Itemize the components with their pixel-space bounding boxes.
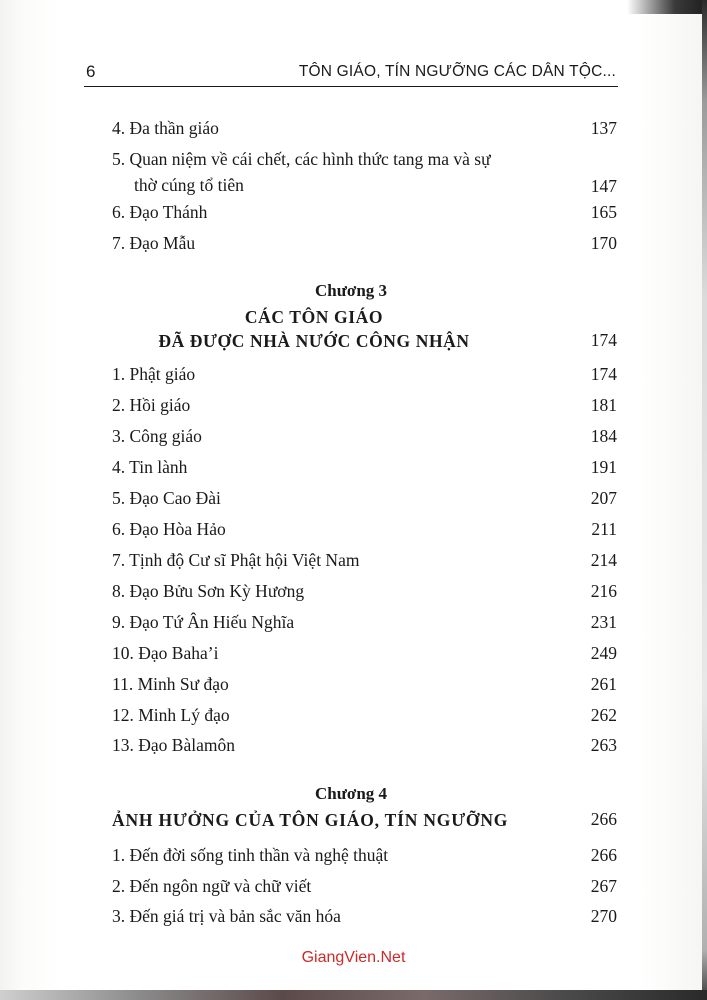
- toc-entry: [112, 610, 617, 634]
- toc-entry-label: 2. Hồi giáo: [112, 395, 191, 415]
- toc-entry: [112, 843, 617, 867]
- toc-entry-page: 174: [590, 364, 617, 384]
- toc-entry-label-line2: thờ cúng tổ tiên: [134, 175, 244, 195]
- toc-entry-page: 165: [590, 202, 617, 222]
- toc-entry: [112, 200, 617, 224]
- toc-entry-page: 191: [590, 457, 617, 477]
- chapter-4-title: ẢNH HƯỞNG CỦA TÔN GIÁO, TÍN NGƯỠNG: [112, 810, 509, 830]
- toc-entry-label: 3. Đến giá trị và bản sắc văn hóa: [112, 906, 341, 926]
- toc-entry-page: 266: [590, 845, 617, 865]
- toc-entry-label: 10. Đạo Baha’i: [112, 643, 219, 663]
- chapter-4-page: 266: [590, 809, 617, 829]
- toc-entry-label: 1. Phật giáo: [112, 364, 196, 384]
- chapter-3-label: Chương 3: [314, 281, 388, 300]
- toc-entry: [112, 486, 617, 510]
- chapter-3-page: 174: [590, 330, 617, 350]
- toc-entry-label: 3. Công giáo: [112, 426, 202, 446]
- toc-entry-label: 1. Đến đời sống tinh thần và nghệ thuật: [112, 845, 389, 865]
- toc-entry-label: 7. Tịnh độ Cư sĩ Phật hội Việt Nam: [112, 550, 360, 570]
- toc-entry-label: 11. Minh Sư đạo: [112, 674, 229, 694]
- toc-entry-page: 216: [590, 581, 617, 601]
- toc-entry: [112, 231, 617, 255]
- toc-entry-label: 12. Minh Lý đạo: [112, 705, 230, 725]
- toc-entry-page: 184: [590, 426, 617, 446]
- toc-entry-page: 270: [590, 906, 617, 926]
- toc-entry-label: 6. Đạo Hòa Hảo: [112, 519, 226, 539]
- running-title: TÔN GIÁO, TÍN NGƯỠNG CÁC DÂN TỘC...: [298, 63, 616, 80]
- toc-entry-label: 4. Đa thần giáo: [112, 118, 219, 138]
- toc-entry: [112, 641, 617, 665]
- toc-entry-label: 6. Đạo Thánh: [112, 202, 208, 222]
- toc-entry-label: 5. Đạo Cao Đài: [112, 488, 221, 508]
- toc-entry-label: 13. Đạo Bàlamôn: [112, 735, 235, 755]
- toc-entry: [112, 455, 617, 479]
- toc-entry: [112, 393, 617, 417]
- toc-entry: [112, 424, 617, 448]
- toc-entry-page: 170: [590, 233, 617, 253]
- toc-entry: [112, 579, 617, 603]
- chapter-4-label: Chương 4: [314, 784, 388, 803]
- toc-entry: [112, 874, 617, 898]
- toc-entry-page: 261: [590, 674, 617, 694]
- chapter-3-title-line2: ĐÃ ĐƯỢC NHÀ NƯỚC CÔNG NHẬN: [158, 331, 470, 351]
- toc-entry: [112, 362, 617, 386]
- toc-entry-page: 267: [590, 876, 617, 896]
- toc-entry-label: 9. Đạo Tứ Ân Hiếu Nghĩa: [112, 612, 295, 632]
- toc-entry-page: 137: [590, 118, 617, 138]
- toc-entry-label: 2. Đến ngôn ngữ và chữ viết: [112, 876, 312, 896]
- toc-entry-label: [112, 146, 552, 198]
- toc-entry-page: 249: [590, 643, 617, 663]
- page-header: [84, 62, 618, 87]
- toc-entry: [112, 116, 617, 140]
- page-number: 6: [86, 62, 96, 81]
- watermark-link[interactable]: GiangVien.Net: [301, 949, 406, 966]
- toc-entry-label: 4. Tin lành: [112, 457, 188, 477]
- toc-entry: [112, 548, 617, 572]
- toc-entry: [112, 703, 617, 727]
- page-edge-shadow-top: [627, 0, 707, 14]
- toc-entry-page: 231: [590, 612, 617, 632]
- toc-entry-page: 181: [590, 395, 617, 415]
- toc-entry: [112, 672, 617, 696]
- toc-entry-page: 147: [590, 176, 617, 196]
- toc-entry: [112, 517, 617, 541]
- toc-entry-page: 263: [590, 735, 617, 755]
- page-edge-shadow-right: [702, 0, 707, 1000]
- toc-entry-label-line1: 5. Quan niệm về cái chết, các hình thức tang ma và sự: [112, 149, 491, 169]
- toc-entry: [112, 733, 617, 757]
- toc-entry-page: 211: [591, 519, 617, 539]
- toc-entry: [112, 146, 617, 198]
- toc-entry-page: 262: [590, 705, 617, 725]
- toc-entry-label: 8. Đạo Bửu Sơn Kỳ Hương: [112, 581, 305, 601]
- toc-entry-page: 214: [590, 550, 617, 570]
- page-edge-shadow-bottom: [0, 990, 707, 1000]
- chapter-3-title-line1: CÁC TÔN GIÁO: [244, 307, 384, 327]
- toc-entry: [112, 904, 617, 928]
- toc-entry-label: 7. Đạo Mẫu: [112, 233, 196, 253]
- toc-entry-page: 207: [590, 488, 617, 508]
